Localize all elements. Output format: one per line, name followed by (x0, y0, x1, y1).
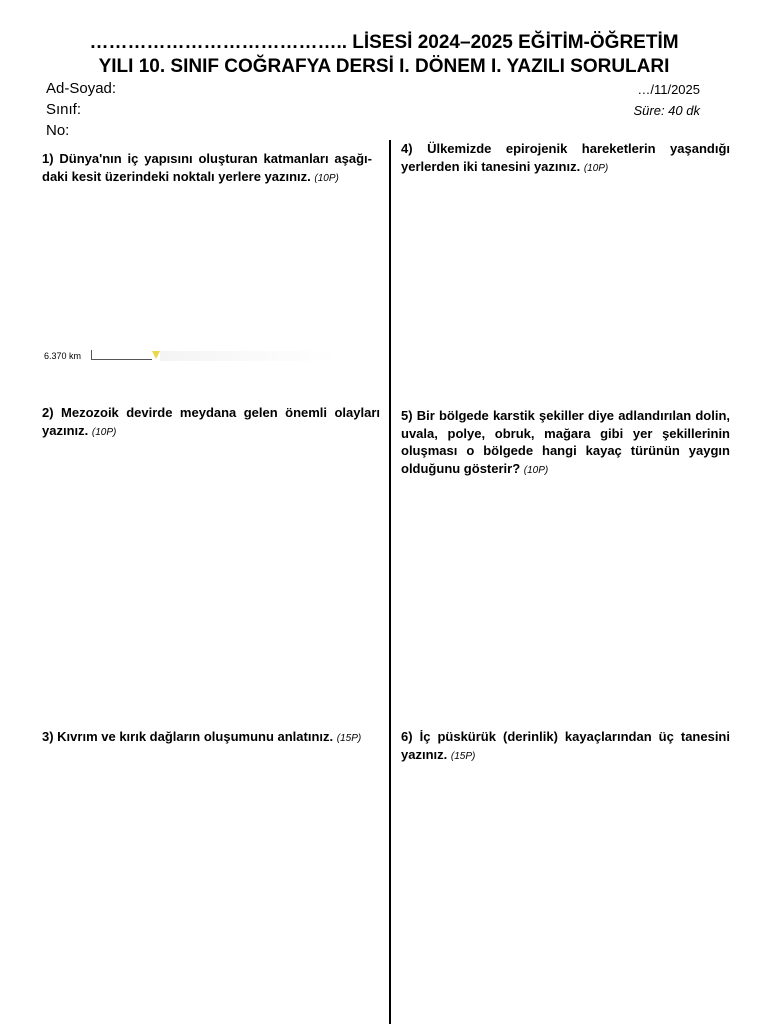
class-label: Sınıf: (46, 101, 82, 118)
question-6-text: 6) İç püskürük (derinlik) kayaçlarından üç tanesini yazınız. (401, 729, 730, 762)
question-4-text: 4) Ülkemizde epirojenik hareketlerin yaşandığı yerlerden iki tanesini yazınız. (401, 141, 730, 174)
question-3 (42, 728, 380, 748)
column-divider (389, 140, 391, 1024)
question-4-points: (10P) (583, 162, 609, 174)
exam-title-line-2: YILI 10. SINIF COĞRAFYA DERSİ I. DÖNEM I. YAZILI SORULARI (98, 56, 670, 77)
faded-strip (160, 351, 336, 361)
question-5-points: (10P) (523, 464, 549, 476)
question-2 (42, 404, 380, 441)
question-6-points: (15P) (450, 750, 476, 762)
exam-title-line-1: ………………………………….. LİSESİ 2024–2025 EĞİTİM-ÖĞRETİM (89, 32, 679, 53)
marker-triangle-icon (152, 351, 160, 359)
question-1 (42, 150, 372, 187)
question-4 (401, 140, 730, 177)
scale-label: 6.370 km (44, 351, 82, 361)
question-6 (401, 728, 730, 765)
scale-line (91, 350, 152, 360)
question-1-text: 1) Dünya'nın iç yapısını oluşturan katmanları aşağı-daki kesit üzerindeki noktalı yerlere yazınız. (42, 151, 372, 184)
question-5-text: 5) Bir bölgede karstik şekiller diye adlandırılan dolin, uvala, polye, obruk, mağara gibi yer şekillerinin oluşması o bölgede hangi kayaç türünün yaygın olduğunu gösterir? (401, 408, 730, 476)
question-1-points: (10P) (314, 172, 339, 184)
exam-duration: Süre: 40 dk (633, 103, 700, 118)
question-3-points: (15P) (336, 733, 362, 744)
exam-date: …/11/2025 (637, 82, 700, 97)
question-3-text: 3) Kıvrım ve kırık dağların oluşumunu anlatınız. (42, 729, 334, 744)
name-label: Ad-Soyad: (46, 80, 117, 97)
earth-cross-section (44, 349, 344, 363)
question-5 (401, 407, 730, 479)
question-2-text: 2) Mezozoik devirde meydana gelen önemli olayları yazınız. (42, 405, 380, 438)
question-2-points: (10P) (91, 426, 117, 438)
number-label: No: (46, 122, 70, 139)
